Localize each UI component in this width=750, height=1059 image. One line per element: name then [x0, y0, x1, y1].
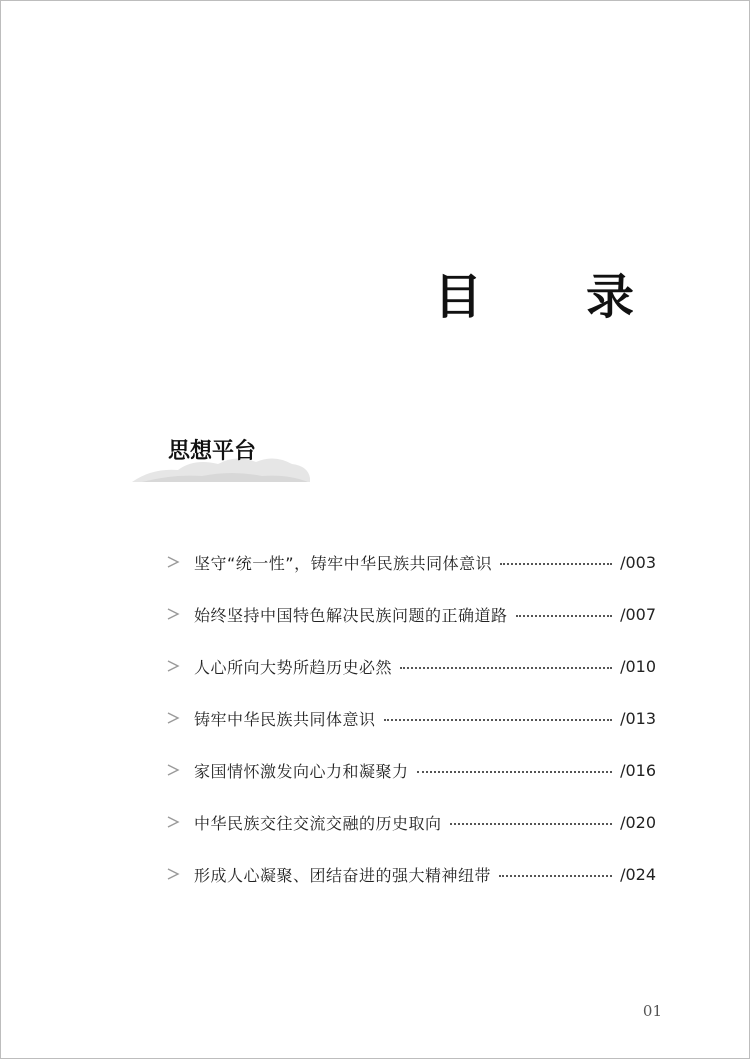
dot-leader [400, 667, 612, 669]
toc-entry-title: 始终坚持中国特色解决民族问题的正确道路 [194, 605, 508, 625]
toc-entry-page: /024 [620, 864, 656, 884]
toc-entry-page: /020 [620, 812, 656, 832]
dot-leader [499, 875, 612, 877]
chevron-right-icon [166, 555, 194, 569]
chevron-right-icon [166, 867, 194, 881]
chevron-right-icon [166, 659, 194, 673]
toc-entry[interactable] [166, 536, 656, 588]
chevron-right-icon [166, 711, 194, 725]
toc-entry-page: /016 [620, 760, 656, 780]
page-number: 01 [642, 1002, 662, 1020]
toc-entry-title: 形成人心凝聚、团结奋进的强大精神纽带 [194, 865, 492, 885]
toc-entry-page: /003 [620, 552, 656, 572]
toc-title: 目 录 [433, 269, 662, 325]
toc-entry[interactable] [166, 692, 656, 744]
toc-entry-title: 家国情怀激发向心力和凝聚力 [194, 761, 409, 781]
toc-entry-title: 铸牢中华民族共同体意识 [194, 709, 376, 729]
dot-leader [417, 771, 613, 773]
toc-entry[interactable] [166, 848, 656, 900]
section-title: 思想平台 [168, 439, 257, 464]
toc-entry-title: 坚守“统一性”，铸牢中华民族共同体意识 [194, 553, 493, 573]
toc-entry[interactable] [166, 640, 656, 692]
toc-list [166, 536, 656, 900]
toc-entry-page: /007 [620, 604, 656, 624]
toc-entry-page: /013 [620, 708, 656, 728]
toc-entry[interactable] [166, 796, 656, 848]
chevron-right-icon [166, 607, 194, 621]
toc-entry-page: /010 [620, 656, 656, 676]
section-header [132, 430, 312, 486]
toc-entry[interactable] [166, 588, 656, 640]
dot-leader [516, 615, 613, 617]
dot-leader [500, 563, 612, 565]
toc-entry[interactable] [166, 744, 656, 796]
dot-leader [384, 719, 613, 721]
chevron-right-icon [166, 815, 194, 829]
dot-leader [450, 823, 613, 825]
chevron-right-icon [166, 763, 194, 777]
toc-entry-title: 中华民族交往交流交融的历史取向 [194, 813, 442, 833]
toc-entry-title: 人心所向大势所趋历史必然 [194, 657, 393, 677]
